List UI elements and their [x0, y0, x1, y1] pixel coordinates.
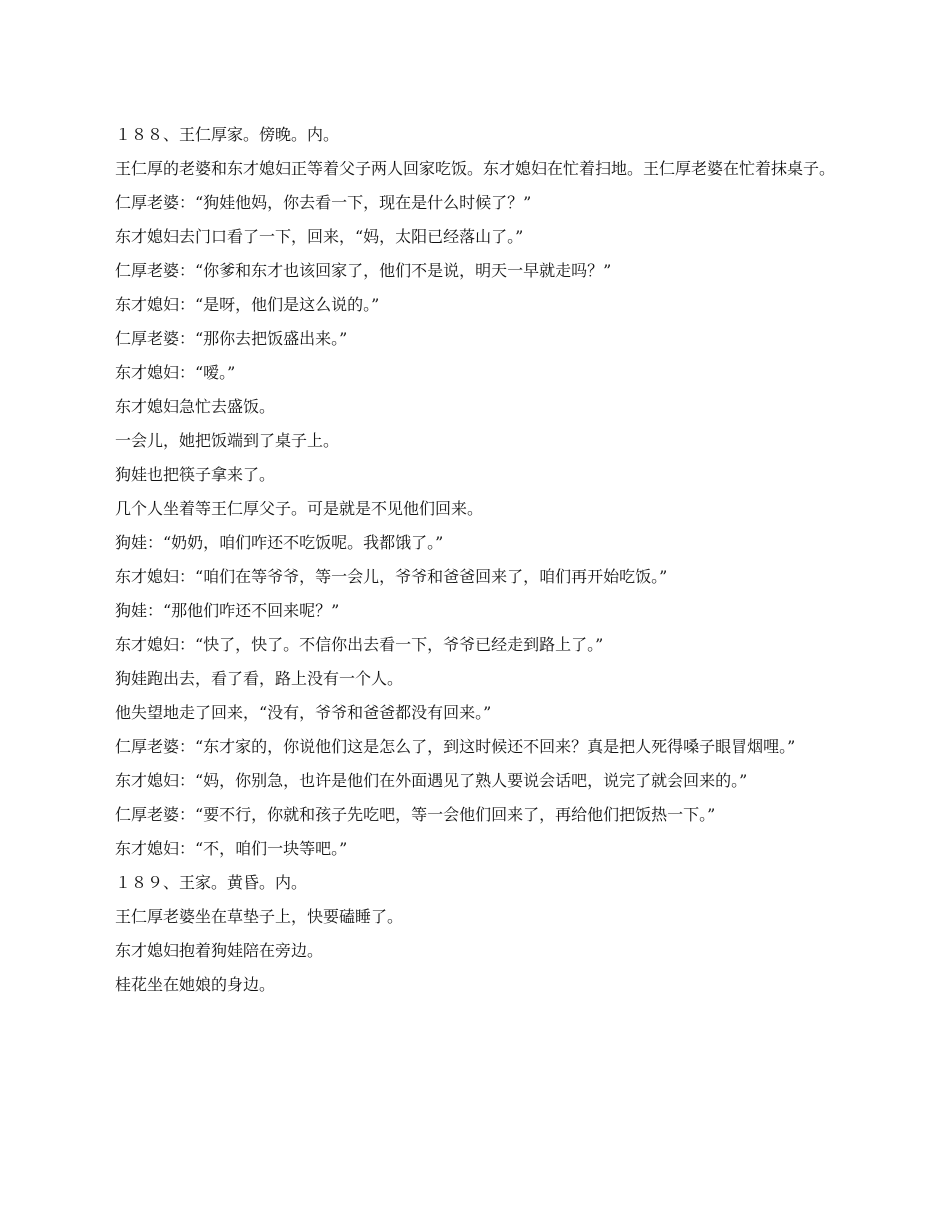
paragraph: 仁厚老婆：“那你去把饭盛出来。”: [115, 329, 348, 348]
scene-heading: １８９、王家。黄昏。内。: [115, 873, 308, 892]
paragraph: 仁厚老婆：“东才家的，你说他们这是怎么了，到这时候还不回来？真是把人死得嗓子眼冒烟哩。”: [115, 737, 796, 756]
paragraph: 东才媳妇：“是呀，他们是这么说的。”: [115, 295, 380, 314]
paragraph: 一会儿，她把饭端到了桌子上。: [115, 431, 340, 450]
paragraph: 仁厚老婆：“你爹和东才也该回家了，他们不是说，明天一早就走吗？”: [115, 261, 612, 280]
paragraph: 东才媳妇：“咱们在等爷爷，等一会儿，爷爷和爸爸回来了，咱们再开始吃饭。”: [115, 567, 668, 586]
document-body: [115, 125, 845, 1009]
paragraph: 狗娃跑出去，看了看，路上没有一个人。: [115, 669, 404, 688]
paragraph: 几个人坐着等王仁厚父子。可是就是不见他们回来。: [115, 499, 484, 518]
paragraph: 东才媳妇抱着狗娃陪在旁边。: [115, 941, 324, 960]
paragraph: 东才媳妇：“不，咱们一块等吧。”: [115, 839, 348, 858]
paragraph: 东才媳妇：“快了，快了。不信你出去看一下，爷爷已经走到路上了。”: [115, 635, 604, 654]
paragraph: 东才媳妇急忙去盛饭。: [115, 397, 276, 416]
paragraph: 东才媳妇去门口看了一下，回来，“妈，太阳已经落山了。”: [115, 227, 524, 246]
paragraph: 王仁厚的老婆和东才媳妇正等着父子两人回家吃饭。东才媳妇在忙着扫地。王仁厚老婆在忙着抹桌子。: [115, 159, 836, 178]
paragraph: 狗娃：“那他们咋还不回来呢？”: [115, 601, 340, 620]
paragraph: 桂花坐在她娘的身边。: [115, 975, 276, 994]
paragraph: 仁厚老婆：“要不行，你就和孩子先吃吧，等一会他们回来了，再给他们把饭热一下。”: [115, 805, 716, 824]
scene-heading: １８８、王仁厚家。傍晚。内。: [115, 125, 340, 144]
paragraph: 狗娃：“奶奶，咱们咋还不吃饭呢。我都饿了。”: [115, 533, 444, 552]
paragraph: 王仁厚老婆坐在草垫子上，快要磕睡了。: [115, 907, 404, 926]
paragraph: 东才媳妇：“妈，你别急，也许是他们在外面遇见了熟人要说会话吧，说完了就会回来的。”: [115, 771, 748, 790]
paragraph: 东才媳妇：“嗳。”: [115, 363, 236, 382]
paragraph: 他失望地走了回来，“没有，爷爷和爸爸都没有回来。”: [115, 703, 492, 722]
paragraph: 狗娃也把筷子拿来了。: [115, 465, 276, 484]
paragraph: 仁厚老婆：“狗娃他妈，你去看一下，现在是什么时候了？”: [115, 193, 532, 212]
